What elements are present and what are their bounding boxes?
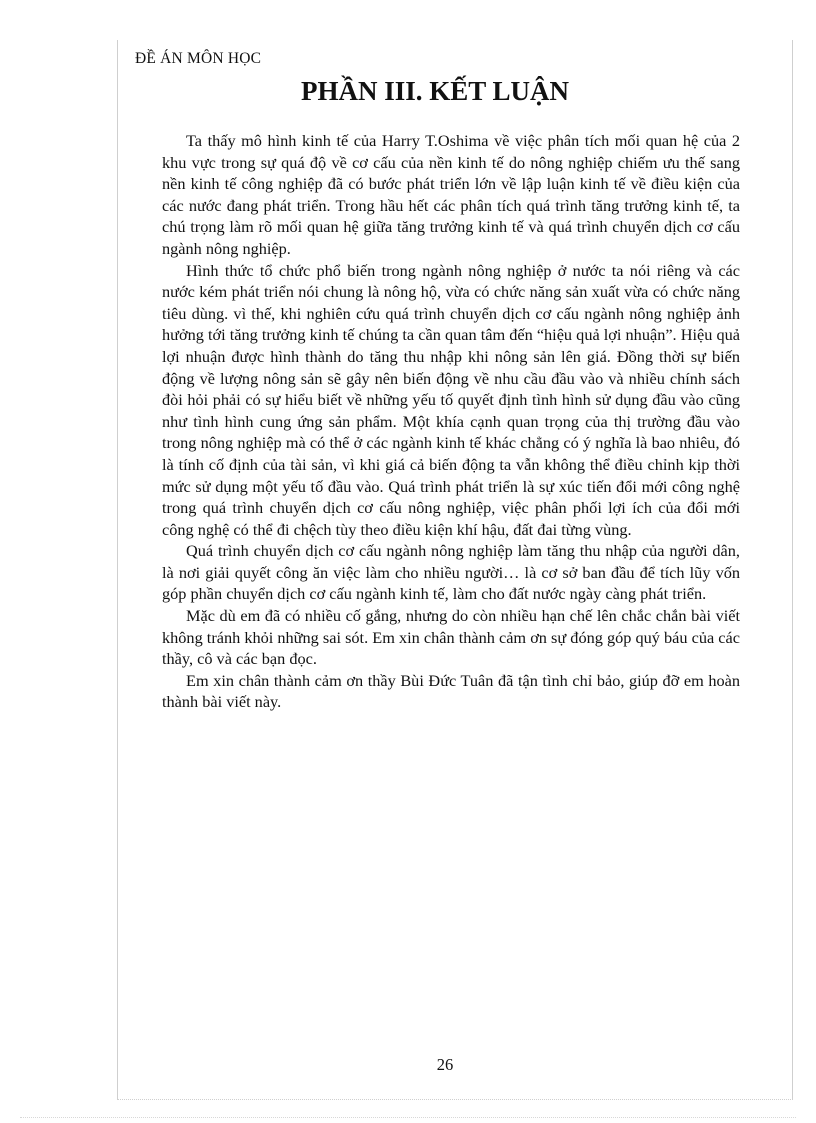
paragraph-1: Ta thấy mô hình kinh tế của Harry T.Oshima về việc phân tích mối quan hệ của 2 khu vực trong sự quá độ về cơ cấu của nền kinh tế do nông nghiệp chiếm ưu thế sang nền kinh tế công nghiệp đã có bước phát triển lớn về lập luận kinh tế về điều kiện của các nước đang phát triển. Trong hầu hết các phân tích quá trình tăng trưởng kinh tế, ta chú trọng làm rõ mối quan hệ giữa tăng trưởng kinh tế và quá trình chuyển dịch cơ cấu ngành nông nghiệp. — [162, 131, 740, 258]
paragraph-3: Quá trình chuyển dịch cơ cấu ngành nông nghiệp làm tăng thu nhập của người dân, là nơi giải quyết công ăn việc làm cho nhiều người… là cơ sở ban đầu để tích lũy vốn góp phần chuyển dịch cơ cấu ngành kinh tế, làm cho đất nước ngày càng phát triển. — [162, 541, 740, 604]
course-header: ĐỀ ÁN MÔN HỌC — [135, 50, 262, 67]
footer-divider — [20, 1117, 796, 1118]
paragraph-5: Em xin chân thành cảm ơn thầy Bùi Đức Tuân đã tận tình chỉ bảo, giúp đỡ em hoàn thành bài viết này. — [162, 670, 740, 712]
section-title: PHẦN III. KẾT LUẬN — [300, 76, 570, 106]
paragraph-2: Hình thức tổ chức phổ biến trong ngành nông nghiệp ở nước ta nói riêng và các nước kém phát triển nói chung là nông hộ, vừa có chức năng sản xuất vừa có chức năng tiêu dùng. vì thế, khi nghiên cứu quá trình chuyển dịch cơ cấu ngành nông nghiệp ảnh hưởng tới tăng trưởng kinh tế chúng ta cần quan tâm đến “hiệu quả lợi nhuận”. Hiệu quả lợi nhuận được hình thành do tăng thu nhập khi nông sản lên giá. Đồng thời sự biến động về lượng nông sản sẽ gây nên biến động về nhu cầu đầu vào và nhiều chính sách đòi hỏi phải có sự hiểu biết về những yếu tố quyết định tình hình sử dụng đầu vào cũng như tình hình cung ứng sản phẩm. Một khía cạnh quan trọng của thị trường đầu vào trong nông nghiệp mà có thể ở các ngành kinh tế khác chẳng có ý nghĩa là bao nhiêu, đó là tính cố định của tài sản, vì khi giá cả biến động ta vẫn không thể điều chỉnh kịp thời mức sử dụng một yếu tố đầu vào. Quá trình phát triển là sự xúc tiến đổi mới công nghệ trong quá trình chuyển dịch cơ cấu nông nghiệp, việc phân phối lợi ích của đổi mới công nghệ có thể đi chệch tùy theo điều kiện khí hậu, đất đai từng vùng. — [162, 260, 740, 539]
body-text — [162, 130, 740, 713]
page-number: 26 — [436, 1055, 454, 1074]
paragraph-4: Mặc dù em đã có nhiều cố gắng, nhưng do còn nhiều hạn chế lên chắc chắn bài viết không tránh khỏi những sai sót. Em xin chân thành cảm ơn sự đóng góp quý báu của các thầy, cô và các bạn đọc. — [162, 606, 740, 669]
